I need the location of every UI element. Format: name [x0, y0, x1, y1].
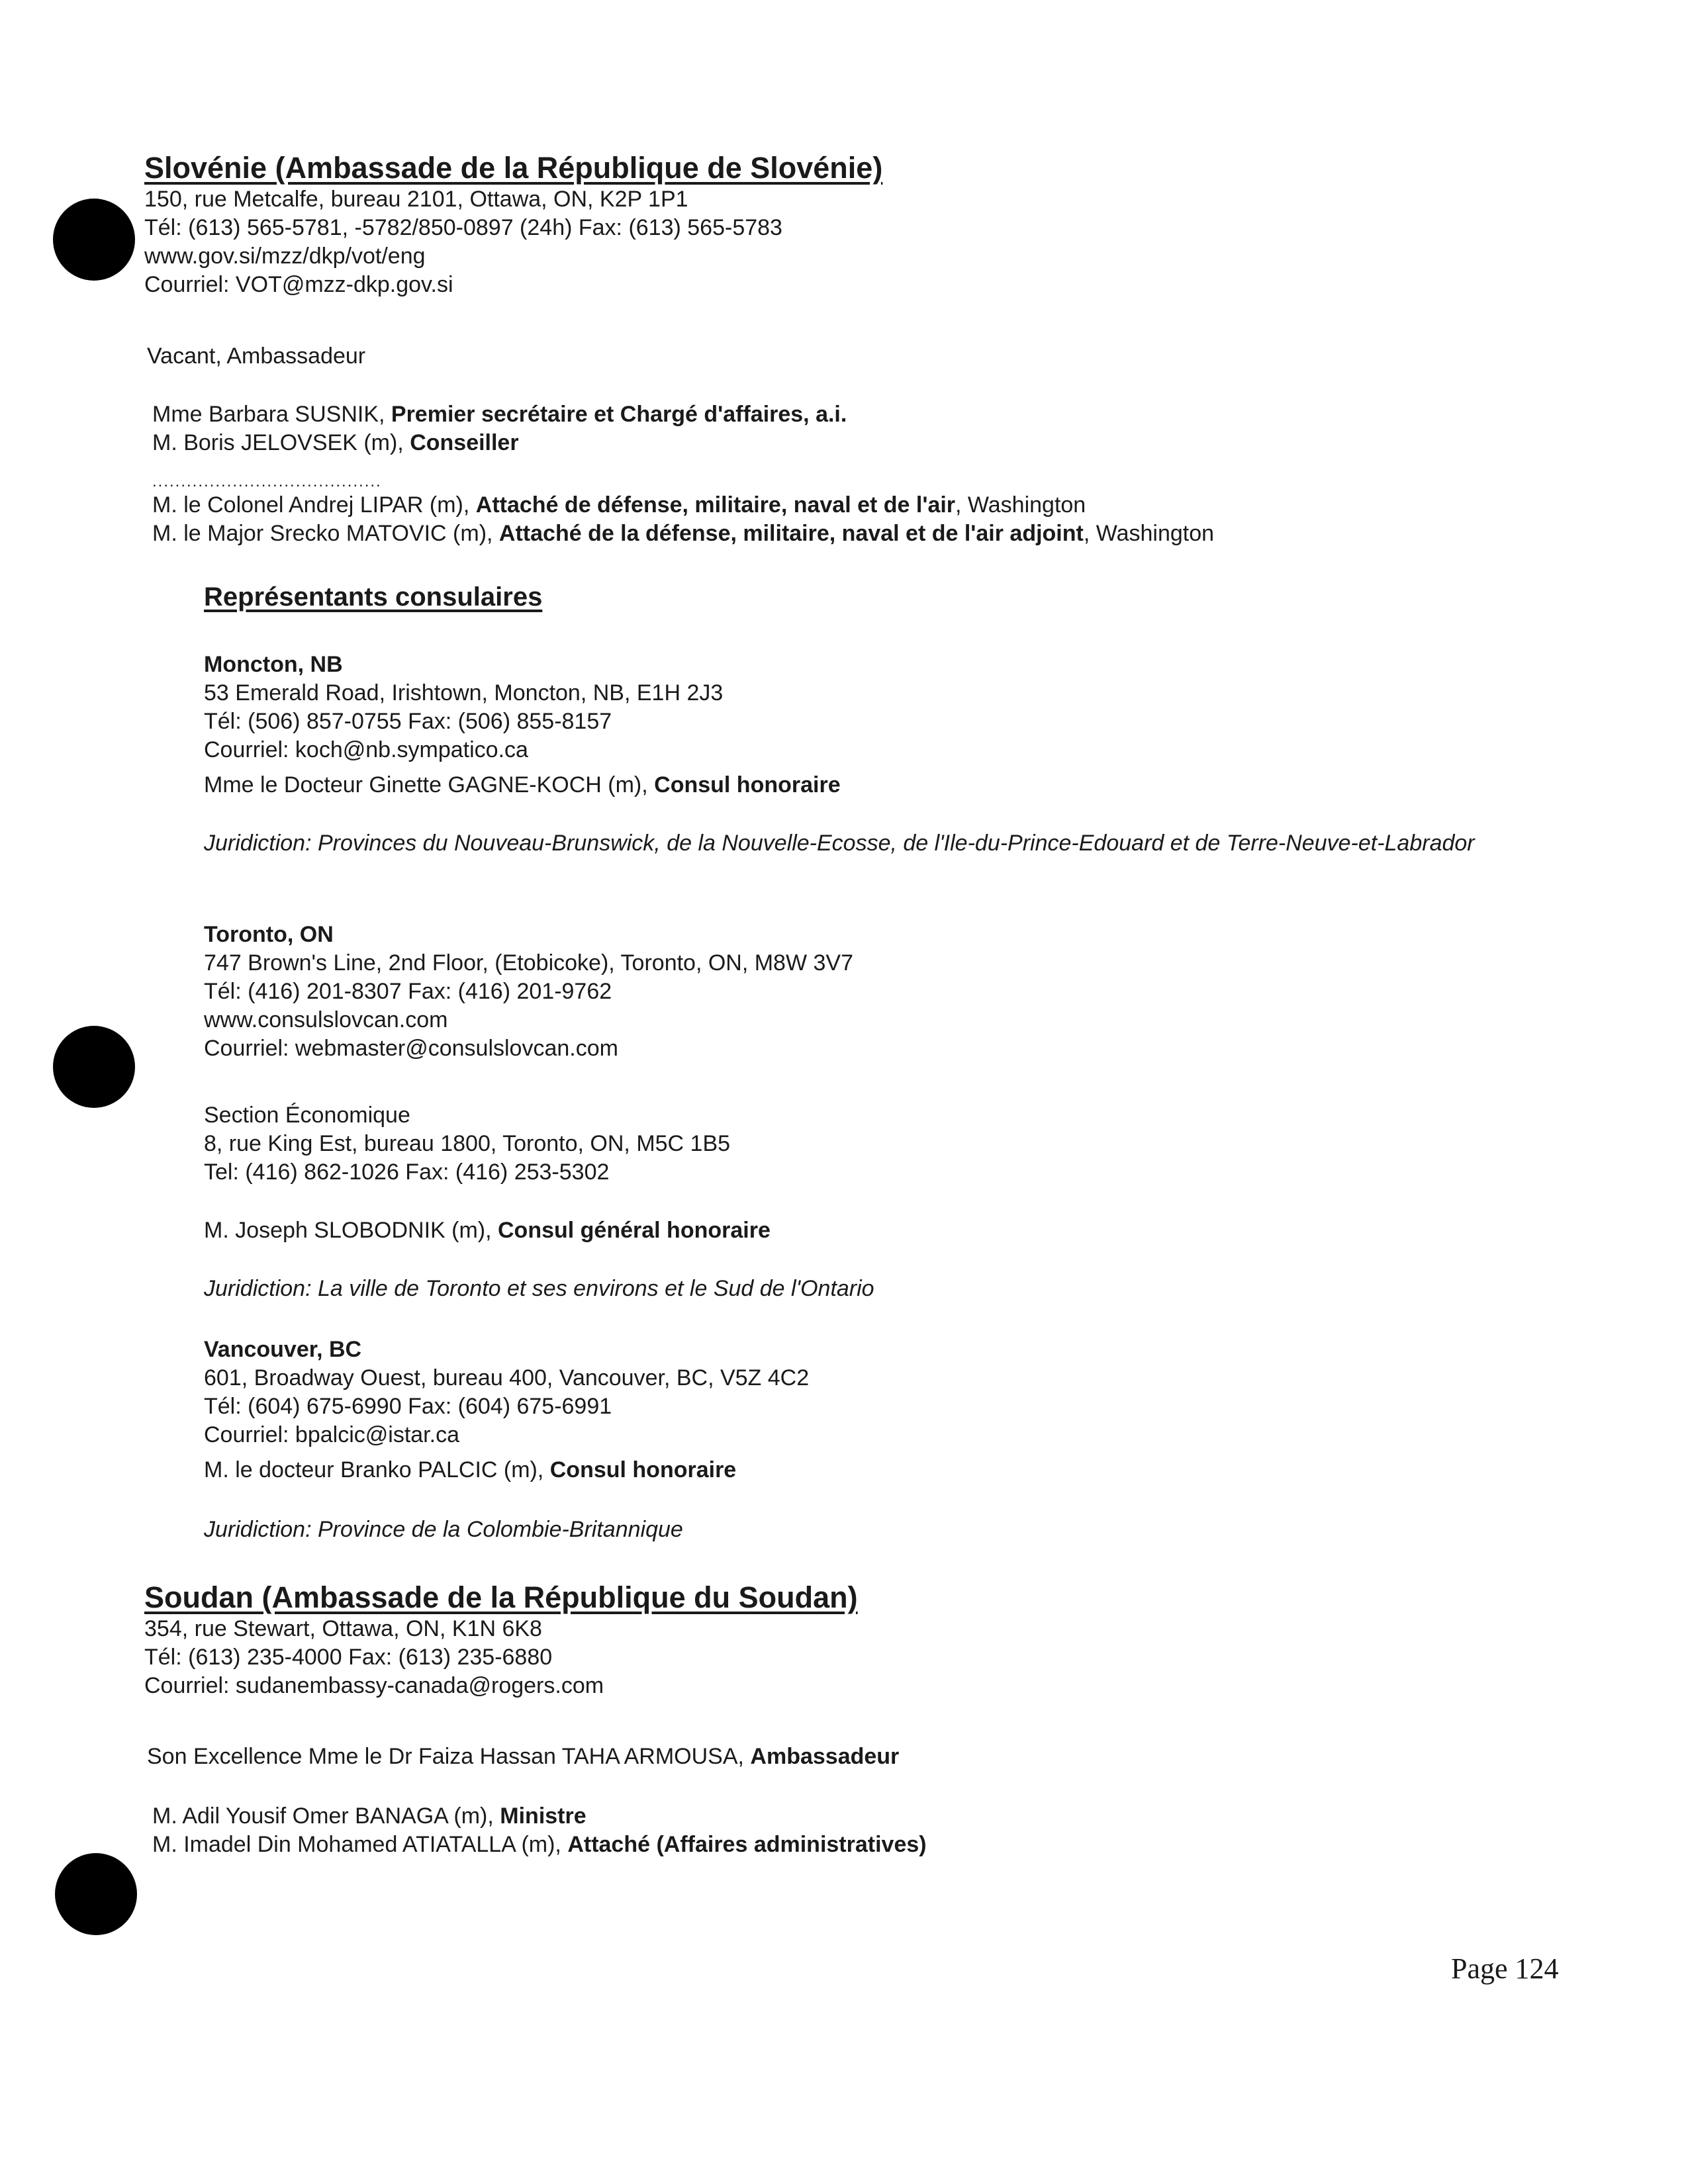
staff-title: Attaché (Affaires administratives)	[567, 1832, 927, 1857]
consul-name: M. le docteur Branko PALCIC (m),	[204, 1457, 550, 1482]
staff-entry	[152, 429, 847, 457]
consular-representatives-heading: Représentants consulaires	[204, 582, 543, 612]
sudan-ambassador	[147, 1743, 899, 1771]
staff-name: M. Boris JELOVSEK (m),	[152, 430, 410, 455]
attache-name: M. le Major Srecko MATOVIC (m),	[152, 521, 499, 546]
consulate-address: 747 Brown's Line, 2nd Floor, (Etobicoke), Toronto, ON, M8W 3V7	[204, 950, 854, 976]
consulate-email: Courriel: webmaster@consulslovcan.com	[204, 1036, 618, 1061]
page-number: Page 124	[1451, 1952, 1559, 1985]
moncton-jurisdiction: Juridiction: Provinces du Nouveau-Brunswick, de la Nouvelle-Ecosse, de l'Ile-du-Prince-Edouard et de Terre-Neuve-et-Labrador	[204, 831, 1475, 856]
consul-title: Consul honoraire	[549, 1457, 737, 1482]
attache-title: Attaché de défense, militaire, naval et de l'air	[475, 492, 956, 518]
vancouver-jurisdiction: Juridiction: Province de la Colombie-Britannique	[204, 1517, 683, 1542]
attache-location: , Washington	[955, 492, 1086, 518]
slovenia-email: Courriel: VOT@mzz-dkp.gov.si	[144, 272, 453, 297]
consul-title: Consul honoraire	[654, 772, 841, 797]
economic-section-label: Section Économique	[204, 1103, 410, 1128]
consulate-website: www.consulslovcan.com	[204, 1007, 448, 1032]
consulate-address: 601, Broadway Ouest, bureau 400, Vancouver, BC, V5Z 4C2	[204, 1365, 810, 1390]
consulate-email: Courriel: koch@nb.sympatico.ca	[204, 737, 528, 762]
dotted-separator: ........................................	[152, 473, 382, 490]
consulate-city: Toronto, ON	[204, 922, 334, 947]
staff-entry	[152, 400, 847, 429]
toronto-economic-section	[204, 1101, 730, 1187]
sudan-phone: Tél: (613) 235-4000 Fax: (613) 235-6880	[144, 1645, 553, 1670]
consulate-city: Vancouver, BC	[204, 1337, 362, 1362]
consul-name: Mme le Docteur Ginette GAGNE-KOCH (m),	[204, 772, 655, 797]
binder-hole-middle	[53, 1026, 135, 1108]
ambassador-name: Son Excellence Mme le Dr Faiza Hassan TAHA ARMOUSA,	[147, 1744, 751, 1769]
consulate-phone: Tél: (604) 675-6990 Fax: (604) 675-6991	[204, 1394, 612, 1419]
staff-title: Conseiller	[410, 430, 519, 455]
slovenia-address: 150, rue Metcalfe, bureau 2101, Ottawa, ON, K2P 1P1	[144, 187, 688, 212]
staff-name: M. Imadel Din Mohamed ATIATALLA (m),	[152, 1832, 568, 1857]
economic-section-address: 8, rue King Est, bureau 1800, Toronto, ON, M5C 1B5	[204, 1131, 731, 1156]
ambassador-title: Ambassadeur	[750, 1744, 900, 1769]
consulate-city: Moncton, NB	[204, 652, 343, 677]
slovenia-phone: Tél: (613) 565-5781, -5782/850-0897 (24h) Fax: (613) 565-5783	[144, 215, 782, 240]
staff-entry	[152, 1831, 927, 1859]
consul-title: Consul général honoraire	[498, 1218, 771, 1243]
sudan-staff-list	[152, 1802, 927, 1859]
slovenia-staff-list	[152, 400, 847, 457]
sudan-email: Courriel: sudanembassy-canada@rogers.com	[144, 1673, 604, 1698]
attache-title: Attaché de la défense, militaire, naval et de l'air adjoint	[498, 521, 1084, 546]
toronto-jurisdiction: Juridiction: La ville de Toronto et ses environs et le Sud de l'Ontario	[204, 1276, 874, 1301]
slovenia-ambassador: Vacant, Ambassadeur	[147, 343, 366, 369]
attache-location: , Washington	[1083, 521, 1215, 546]
consulate-toronto	[204, 921, 853, 1063]
consul-entry	[204, 1456, 809, 1484]
attache-name: M. le Colonel Andrej LIPAR (m),	[152, 492, 476, 518]
consulate-phone: Tél: (506) 857-0755 Fax: (506) 855-8157	[204, 709, 612, 734]
sudan-heading: Soudan (Ambassade de la République du Soudan)	[144, 1580, 858, 1614]
attache-entry	[152, 491, 1214, 520]
consulate-address: 53 Emerald Road, Irishtown, Moncton, NB, E1H 2J3	[204, 680, 724, 705]
consulate-moncton	[204, 651, 841, 799]
staff-entry	[152, 1802, 927, 1831]
consul-name: M. Joseph SLOBODNIK (m),	[204, 1218, 498, 1243]
staff-title: Premier secrétaire et Chargé d'affaires, a.i.	[391, 402, 847, 427]
consul-entry	[204, 1216, 771, 1245]
sudan-address: 354, rue Stewart, Ottawa, ON, K1N 6K8	[144, 1616, 542, 1641]
slovenia-website: www.gov.si/mzz/dkp/vot/eng	[144, 244, 426, 269]
binder-hole-top	[53, 199, 135, 281]
sudan-embassy-block	[144, 1580, 858, 1700]
consulate-vancouver	[204, 1336, 809, 1484]
consul-entry	[204, 771, 841, 799]
consulate-phone: Tél: (416) 201-8307 Fax: (416) 201-9762	[204, 979, 612, 1004]
staff-name: M. Adil Yousif Omer BANAGA (m),	[152, 1803, 500, 1829]
slovenia-heading: Slovénie (Ambassade de la République de Slovénie)	[144, 151, 883, 185]
binder-hole-bottom	[55, 1853, 137, 1935]
staff-title: Ministre	[500, 1803, 586, 1829]
attache-entry	[152, 520, 1214, 548]
slovenia-embassy-block	[144, 151, 882, 299]
staff-name: Mme Barbara SUSNIK,	[152, 402, 391, 427]
economic-section-phone: Tel: (416) 862-1026 Fax: (416) 253-5302	[204, 1160, 610, 1185]
slovenia-attache-list	[152, 491, 1214, 548]
consulate-email: Courriel: bpalcic@istar.ca	[204, 1422, 459, 1447]
